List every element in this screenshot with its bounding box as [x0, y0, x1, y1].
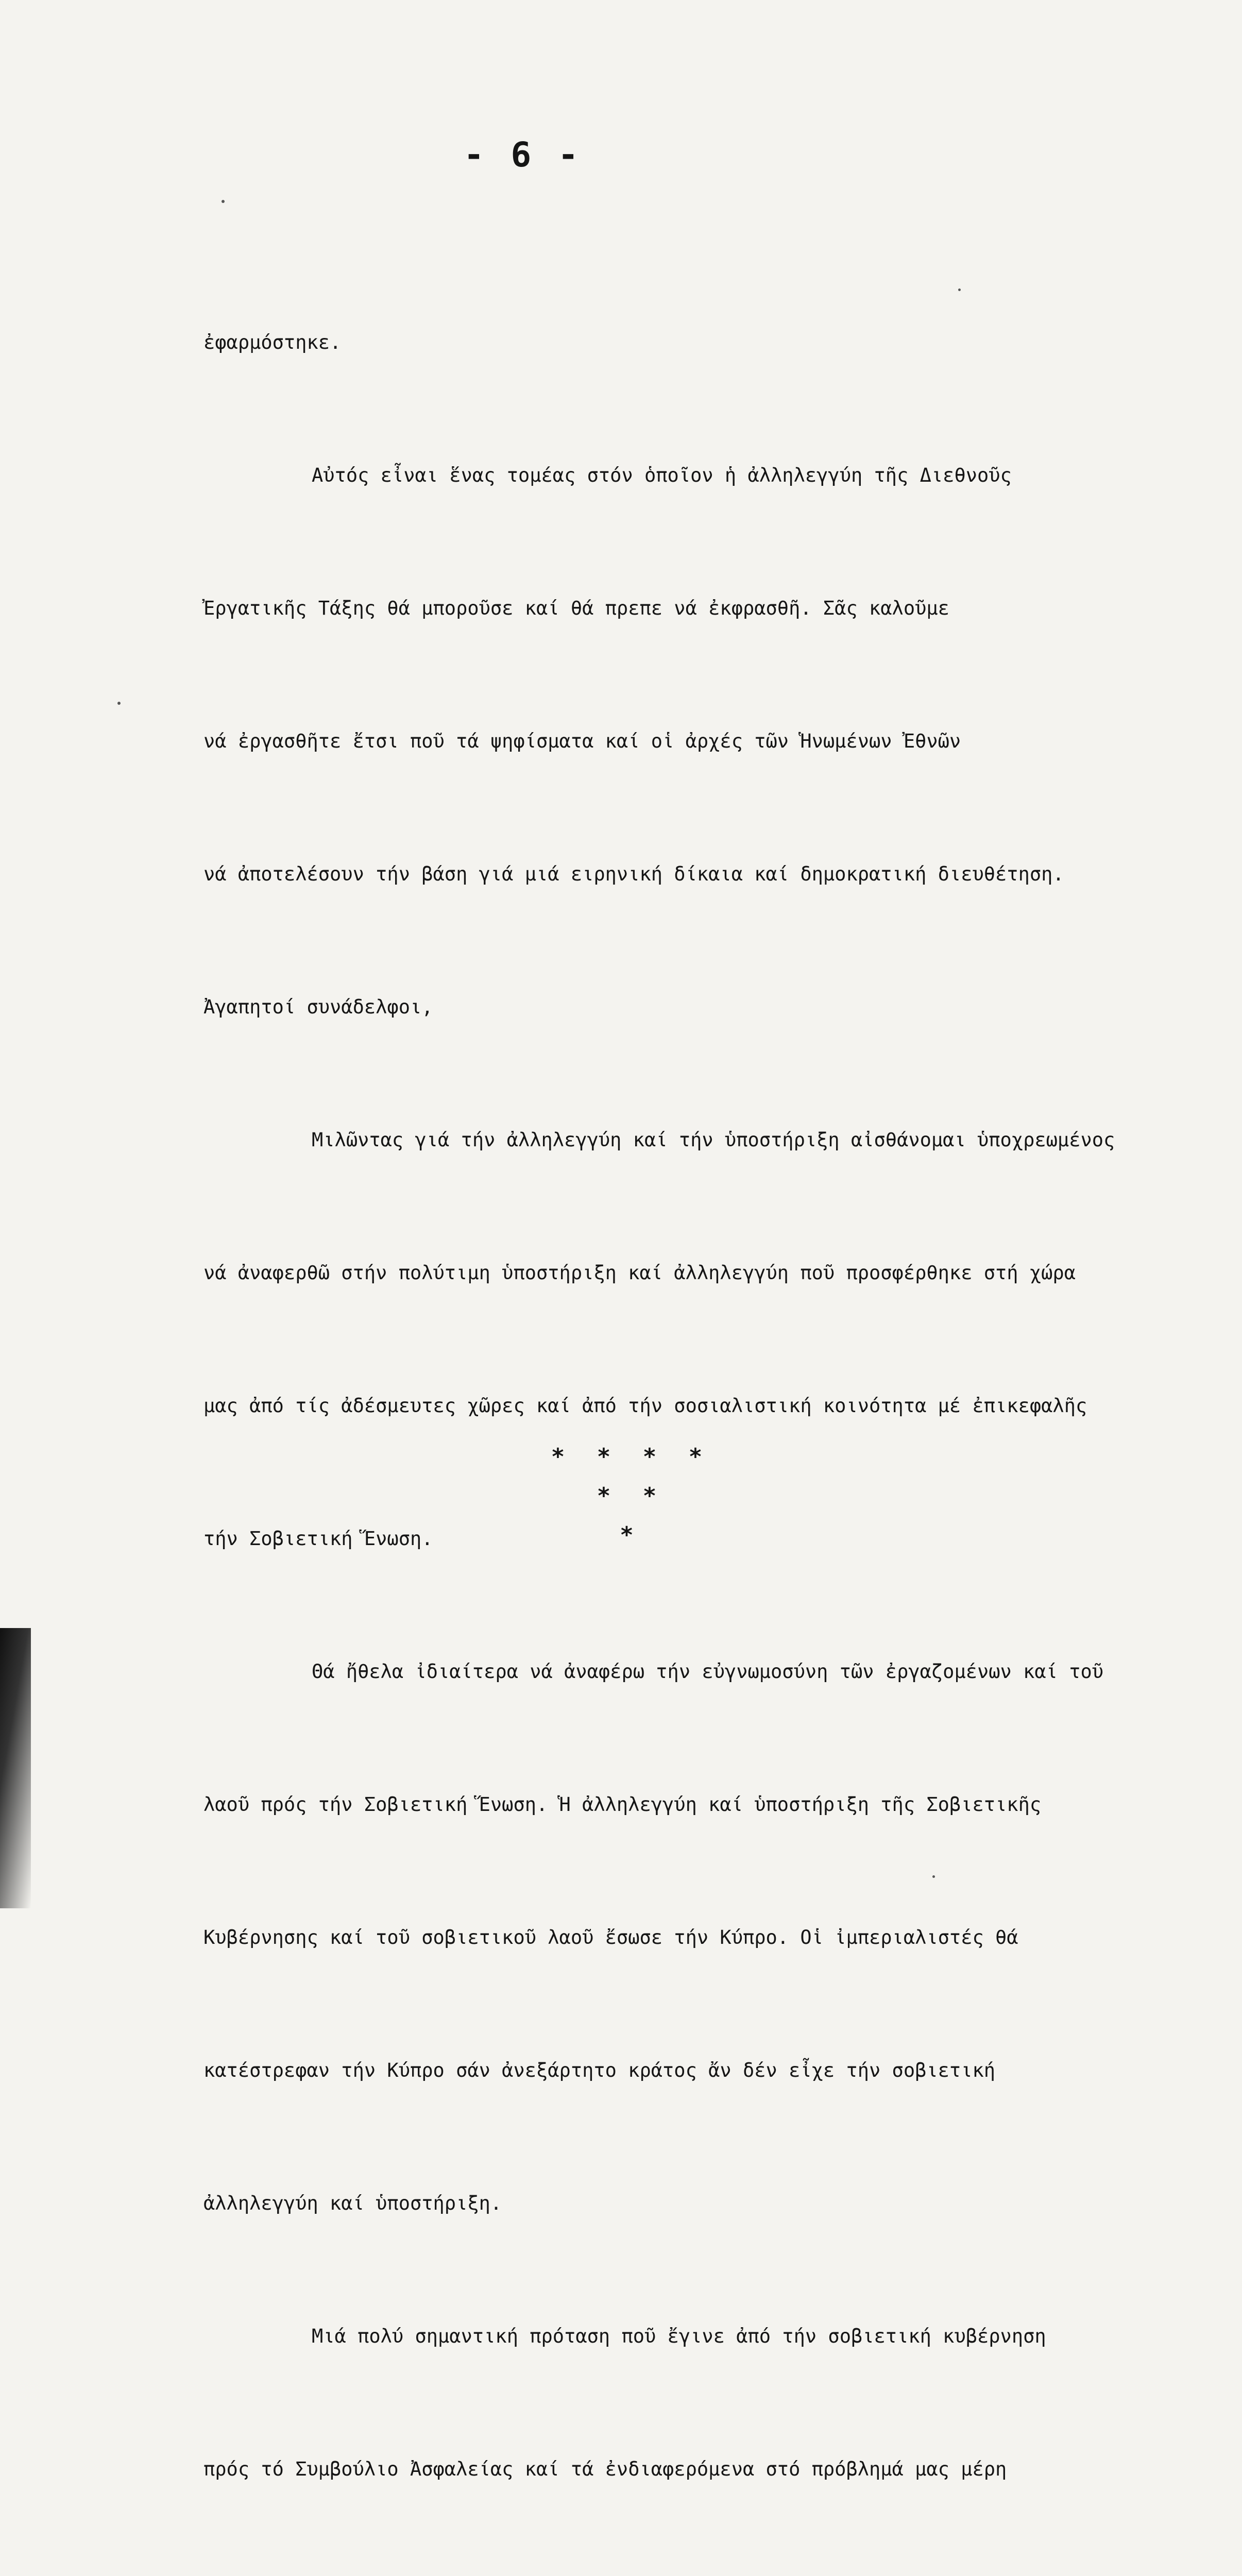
text-line: νά ἀποτελέσουν τήν βάση γιά μιά ειρηνική δίκαια καί δημοκρατική διευθέτηση.: [203, 863, 1064, 885]
scan-speck: [958, 289, 961, 291]
paragraph-first-line: Αὐτός εἶναι ἕνας τομέας στόν ὁποῖον ἡ ἀλληλεγγύη τῆς Διεθνοῦς: [312, 464, 1012, 486]
scan-page-edge-shadow: [0, 1628, 31, 1908]
page-number: - 6 -: [464, 135, 582, 175]
asterisk-row: * * * *: [551, 1444, 712, 1470]
text-line: λαοῦ πρός τήν Σοβιετική Ἕνωση. Ἡ ἀλληλεγγύη καί ὑποστήριξη τῆς Σοβιετικῆς: [203, 1793, 1042, 1816]
scan-speck: [117, 702, 121, 705]
closing-asterisks: [0, 1437, 1242, 1555]
text-line: μας ἀπό τίς ἀδέσμευτες χῶρες καί ἀπό τήν σοσιαλιστική κοινότητα μέ ἐπικεφαλῆς: [203, 1395, 1087, 1417]
scan-speck: [222, 200, 225, 203]
asterisk-row: *: [620, 1522, 643, 1548]
paragraph-first-line: Μιά πολύ σημαντική πρόταση ποῦ ἔγινε ἀπό τήν σοβιετική κυβέρνηση: [312, 2325, 1046, 2347]
text-line: κατέστρεφαν τήν Κύπρο σάν ἀνεξάρτητο κράτος ἄν δέν εἶχε τήν σοβιετική: [203, 2059, 996, 2081]
text-line: τήν Σοβιετική Ἕνωση.: [203, 1528, 433, 1550]
document-body: [203, 232, 1172, 2576]
text-line: πρός τό Συμβούλιο Ἀσφαλείας καί τά ἐνδιαφερόμενα στό πρόβλημά μας μέρη: [203, 2458, 1007, 2480]
text-line: Ἐργατικῆς Τάξης θά μποροῦσε καί θά πρεπε νά ἐκφρασθῆ. Σᾶς καλοῦμε: [203, 597, 949, 619]
text-line: ἐφαρμόστηκε.: [203, 331, 342, 353]
scan-speck: [932, 1875, 935, 1878]
paragraph-first-line: Μιλῶντας γιά τήν ἀλληλεγγύη καί τήν ὑποστήριξη αἰσθάνομαι ὑποχρεωμένος: [312, 1129, 1115, 1151]
text-line: ἀλληλεγγύη καί ὑποστήριξη.: [203, 2192, 502, 2214]
asterisk-row: * *: [597, 1483, 666, 1509]
text-line: νά ἐργασθῆτε ἔτσι ποῦ τά ψηφίσματα καί οἱ ἀρχές τῶν Ἡνωμένων Ἐθνῶν: [203, 730, 961, 752]
paragraph-first-line: Θά ἤθελα ἰδιαίτερα νά ἀναφέρω τήν εὐγνωμοσύνη τῶν ἐργαζομένων καί τοῦ: [312, 1660, 1104, 1683]
salutation: Ἀγαπητοί συνάδελφοι,: [203, 996, 433, 1018]
text-line: νά ἀναφερθῶ στήν πολύτιμη ὑποστήριξη καί ἀλληλεγγύη ποῦ προσφέρθηκε στή χώρα: [203, 1262, 1076, 1284]
text-line: Κυβέρνησης καί τοῦ σοβιετικοῦ λαοῦ ἔσωσε τήν Κύπρο. Οἱ ἰμπεριαλιστές θά: [203, 1926, 1018, 1948]
